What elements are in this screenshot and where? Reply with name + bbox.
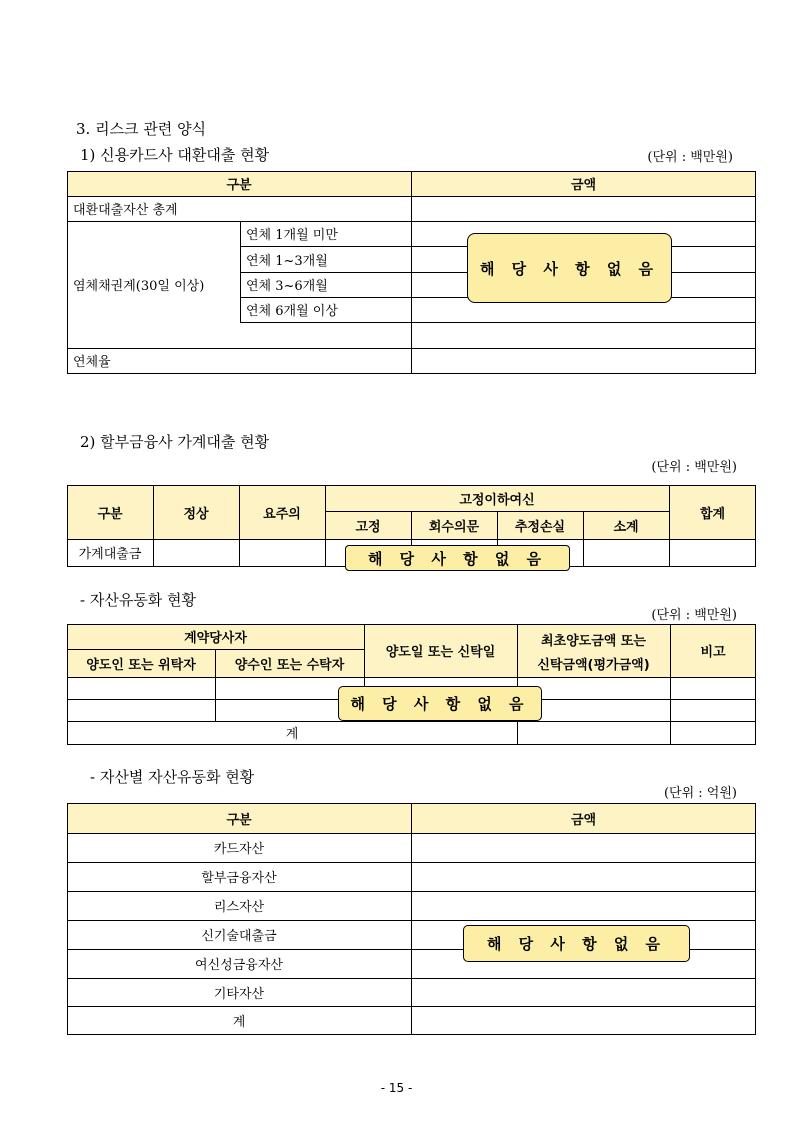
table2-header-total: 합계 [699, 506, 726, 522]
table3-header-initial-amount-line2: 신탁금액(평가금액) [537, 657, 650, 673]
table2-subheader-estimated-loss: 추정손실 [514, 519, 566, 535]
table1-row-rate: 연체율 [73, 355, 111, 370]
table3-header-initial-amount-line1: 최초양도금액 또는 [541, 633, 646, 649]
table2-subheader-doubtful: 회수의문 [428, 519, 480, 535]
table1-header-category: 구분 [226, 178, 252, 193]
table3-title: - 자산유동화 현황 [80, 591, 197, 609]
table2-title: 2) 할부금융사 가계대출 현황 [80, 433, 270, 451]
table1-not-applicable-badge: 해 당 사 항 없 음 [467, 233, 672, 303]
table1-subrow-2: 연체 1~3개월 [246, 253, 328, 269]
table4-row-installment-assets: 할부금융자산 [201, 871, 277, 886]
table1-title: 1) 신용카드사 대환대출 현황 [80, 146, 270, 164]
table4-not-applicable-badge: 해 당 사 항 없 음 [463, 925, 690, 962]
table2-header-category: 구분 [97, 506, 123, 522]
table4-row-card-assets: 카드자산 [213, 842, 265, 857]
table2-header-normal: 정상 [183, 506, 209, 522]
table1-row-total: 대환대출자산 총계 [73, 203, 178, 218]
table3-header-parties: 계약당사자 [184, 631, 247, 646]
table2-not-applicable-badge: 해 당 사 항 없 음 [345, 545, 570, 571]
table2-unit: (단위 : 백만원) [651, 460, 737, 475]
table3-row-total: 계 [285, 726, 299, 742]
table1-subrow-1: 연체 1개월 미만 [246, 228, 338, 243]
section-title: 3. 리스크 관련 양식 [76, 120, 207, 138]
table4-unit: (단위 : 억원) [663, 786, 737, 801]
table4-row-other-assets: 기타자산 [213, 986, 265, 1002]
table3-header-transfer-date: 양도일 또는 신탁일 [385, 645, 496, 660]
table3-not-applicable-badge: 해 당 사 항 없 음 [338, 686, 542, 721]
table3-header-remarks: 비고 [700, 645, 726, 660]
table2-header-substandard: 고정이하여신 [459, 492, 535, 508]
table4-header-category: 구분 [226, 812, 252, 828]
table4-row-new-tech-loans: 신기술대출금 [201, 929, 277, 944]
page-number: - 15 - [380, 1081, 413, 1095]
table3-subheader-transferor: 양도인 또는 위탁자 [86, 657, 196, 673]
table1-unit: (단위 : 백만원) [647, 150, 733, 165]
table1-subrow-4: 연체 6개월 이상 [246, 304, 338, 319]
table2-row-household-loans: 가계대출금 [78, 546, 142, 562]
table1-subrow-3: 연체 3~6개월 [246, 279, 328, 294]
table4-row-total: 계 [232, 1014, 246, 1030]
table3-subheader-transferee: 양수인 또는 수탁자 [234, 657, 345, 673]
table2-header-caution: 요주의 [263, 506, 301, 522]
table4-row-lease-assets: 리스자산 [213, 900, 265, 915]
table2-subheader-subtotal: 소계 [613, 519, 639, 535]
table4-header-amount: 금액 [570, 812, 597, 828]
table3-unit: (단위 : 백만원) [651, 608, 737, 623]
table4-row-credit-assets: 여신성금융자산 [195, 958, 283, 973]
table1-row-overdue: 염체채권계(30일 이상) [73, 279, 205, 294]
table1-header-amount: 금액 [570, 178, 597, 193]
table2-subheader-fixed: 고정 [355, 519, 381, 535]
table4-title: - 자산별 자산유동화 현황 [90, 768, 255, 786]
